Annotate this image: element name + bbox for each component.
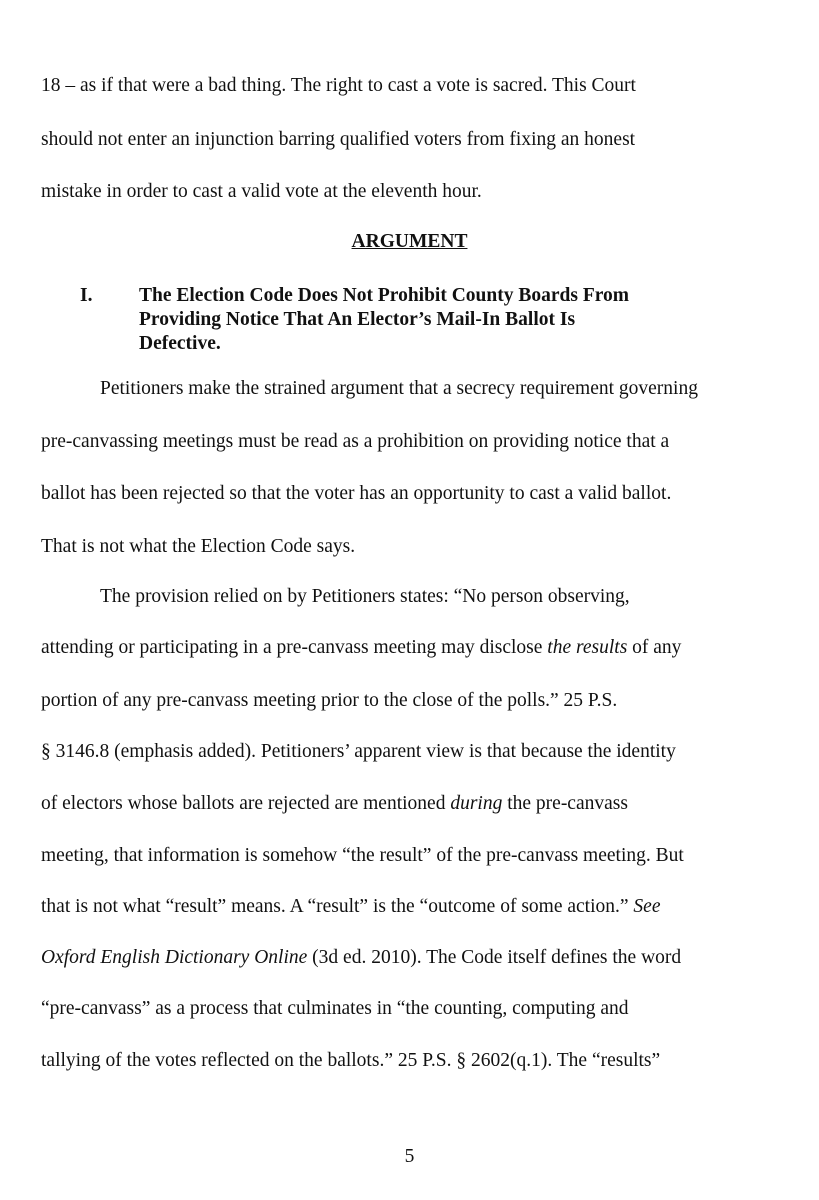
section-title-line: Defective. [139, 333, 221, 354]
body-text-line: portion of any pre-canvass meeting prior to the close of the polls.” 25 P.S. [41, 690, 618, 711]
text-run: of electors whose ballots are rejected are mentioned [41, 793, 451, 814]
emphasis-text: the results [547, 637, 628, 658]
section-title-line: The Election Code Does Not Prohibit County Boards From [139, 285, 630, 306]
citation-signal: See [633, 896, 661, 917]
text-run: (3d ed. 2010). The Code itself defines the word [307, 947, 682, 968]
body-text-line: should not enter an injunction barring qualified voters from fixing an honest [41, 129, 636, 150]
body-text-line: meeting, that information is somehow “the result” of the pre-canvass meeting. But [41, 845, 684, 866]
body-text-line: Petitioners make the strained argument that a secrecy requirement governing [100, 378, 698, 399]
text-run: attending or participating in a pre-canvass meeting may disclose [41, 637, 548, 658]
section-title-line: Providing Notice That An Elector’s Mail-In Ballot Is [139, 309, 576, 330]
body-text-line: tallying of the votes reflected on the ballots.” 25 P.S. § 2602(q.1). The “results” [41, 1050, 661, 1071]
text-run: that is not what “result” means. A “result” is the “outcome of some action.” [41, 896, 634, 917]
body-text-line [41, 636, 681, 660]
body-text-line: § 3146.8 (emphasis added). Petitioners’ apparent view is that because the identity [41, 741, 676, 762]
body-text-line [41, 895, 660, 919]
body-text-line: pre-canvassing meetings must be read as a prohibition on providing notice that a [41, 431, 670, 452]
body-text-line: 18 – as if that were a bad thing. The right to cast a vote is sacred. This Court [41, 75, 636, 96]
page-number: 5 [404, 1146, 415, 1167]
section-title [139, 284, 759, 356]
citation-title: Oxford English Dictionary Online [41, 947, 308, 968]
section-number: I. [80, 285, 93, 306]
body-text-line: mistake in order to cast a valid vote at the eleventh hour. [41, 181, 482, 202]
body-text-line: The provision relied on by Petitioners states: “No person observing, [100, 586, 630, 607]
body-text-line [41, 946, 681, 970]
body-text-line: ballot has been rejected so that the voter has an opportunity to cast a valid ballot. [41, 483, 672, 504]
emphasis-text: during [450, 793, 503, 814]
body-text-line: “pre-canvass” as a process that culminates in “the counting, computing and [41, 998, 629, 1019]
text-run: the pre-canvass [502, 793, 628, 814]
body-text-line: That is not what the Election Code says. [41, 536, 356, 557]
text-run: of any [627, 637, 682, 658]
body-text-line [41, 792, 628, 816]
argument-heading: ARGUMENT [351, 231, 468, 252]
